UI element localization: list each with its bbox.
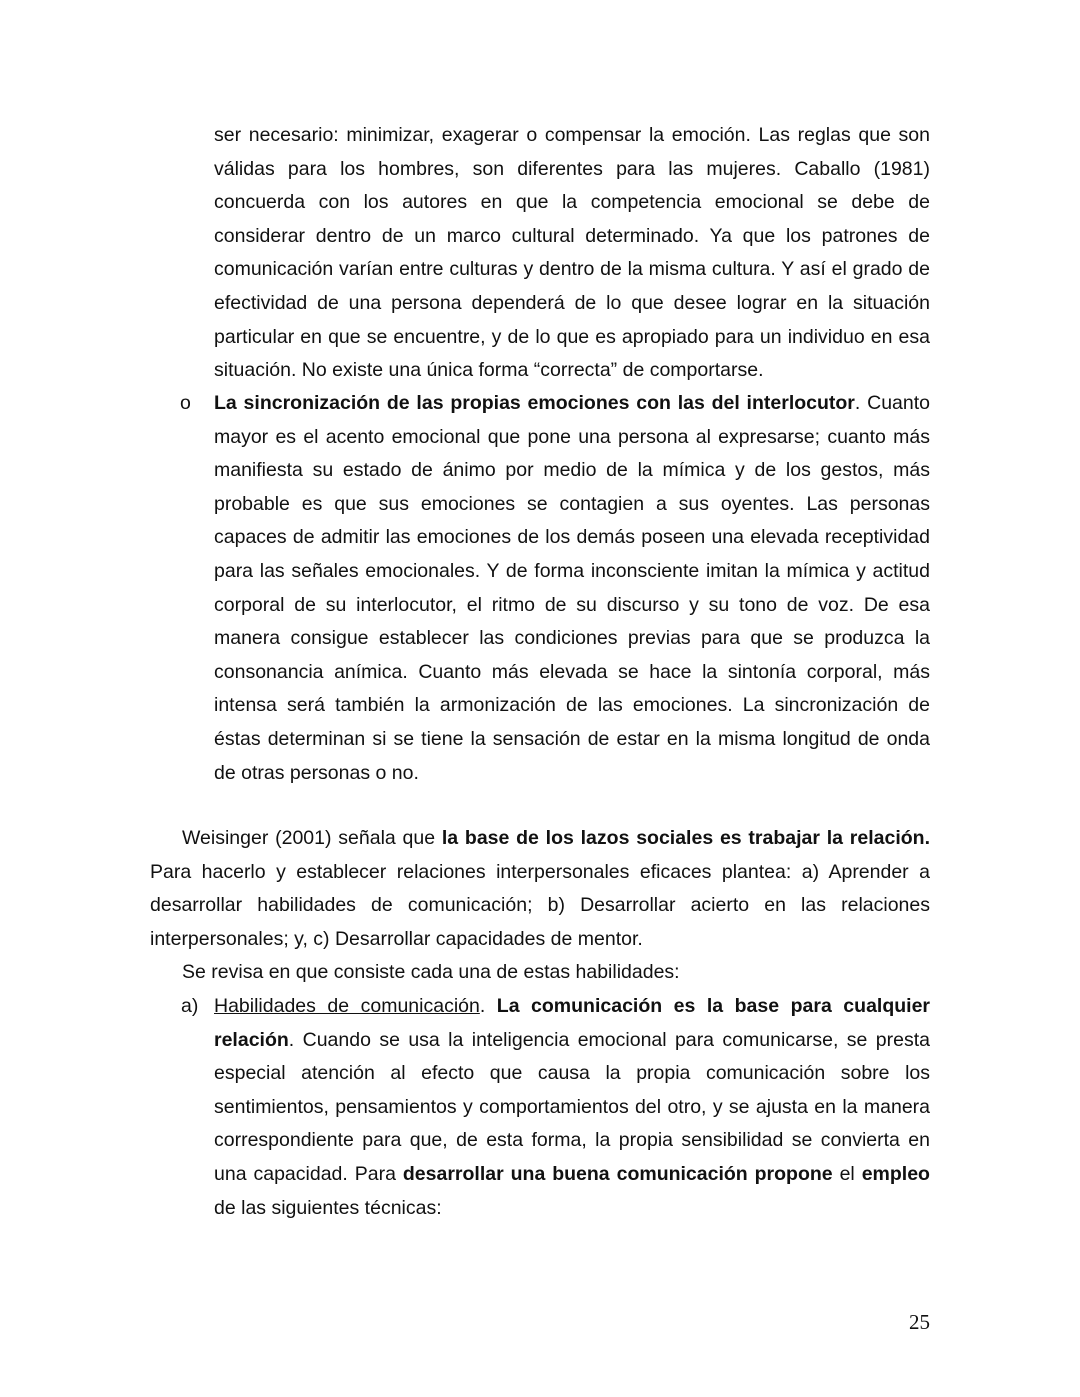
review-line (182, 956, 930, 990)
intro-lead: Weisinger (2001) señala que (182, 827, 442, 849)
intro-text: Para hacerlo y establecer relaciones interpersonales eficaces plantea: a) Aprender a desarrollar habilidades de comunicación; b) Desarrollar acierto en las relaciones interpersonales; y, c) Desarrollar capacidades de mentor. (150, 860, 930, 950)
bullet-marker: o (180, 392, 191, 414)
bullet-text: . Cuanto mayor es el acento emocional que pone una persona al expresarse; cuanto más manifiesta su estado de ánimo por medio de la mímica y de los gestos, más probable es que sus emociones se contagien a sus oyentes. Las personas capaces de admitir las emociones de los demás poseen una elevada receptividad para las señales emocionales. Y de forma inconsciente imitan la mímica y actitud corporal de su interlocutor, el ritmo de su discurso y su tono de voz. De esa manera consigue establecer las condiciones previas para que se produzca la consonancia anímica. Cuanto más elevada se hace la sintonía corporal, más intensa será también la armonización de las emociones. La sincronización de éstas determinan si se tiene la sensación de estar en la misma longitud de onda de otras personas o no. (214, 392, 930, 784)
page-number: 25 (909, 1310, 930, 1334)
item-a-text-1: . Cuando se usa la inteligencia emocional para comunicarse, se presta especial atención al efecto que causa la propia comunicación sobre los sentimientos, pensamientos y comportamientos del otro, y se ajusta en la manera correspondiente para que, de esta forma, la propia sensibilidad se convierta en una capacidad. Para (214, 1028, 930, 1185)
intro-paragraph (150, 822, 930, 956)
intro-bold: la base de los lazos sociales es trabajar la relación. (441, 827, 930, 849)
continuation-text: ser necesario: minimizar, exagerar o compensar la emoción. Las reglas que son válidas para los hombres, son diferentes para las mujeres. Caballo (1981) concuerda con los autores en que la competencia emocional se debe de considerar dentro de un marco cultural determinado. Ya que los patrones de comunicación varían entre culturas y dentro de la misma cultura. Y así el grado de efectividad de una persona dependerá de lo que desee lograr en la situación particular en que se encuentre, y de lo que es apropiado para un individuo en esa situación. No existe una única forma “correcta” de comportarse. (214, 124, 930, 382)
item-a-underlined-title: Habilidades de comunicación (214, 995, 480, 1017)
bullet-paragraph (214, 387, 930, 790)
item-a-paragraph (214, 990, 930, 1225)
item-a-text-3: de las siguientes técnicas: (214, 1196, 442, 1219)
review-text: Se revisa en que consiste cada una de estas habilidades: (182, 961, 680, 983)
bullet-heading: La sincronización de las propias emociones con las del interlocutor (214, 392, 855, 414)
item-a-bold-3: empleo (861, 1162, 930, 1185)
continuation-paragraph (214, 119, 930, 388)
item-a-text-2: el (832, 1162, 862, 1185)
item-a-marker: a) (181, 995, 199, 1017)
item-a-bold-2: desarrollar una buena comunicación propone (402, 1162, 833, 1185)
item-a-bold-1: La comunicación es la base para cualquier relación (214, 995, 930, 1051)
item-a-period: . (479, 995, 497, 1017)
